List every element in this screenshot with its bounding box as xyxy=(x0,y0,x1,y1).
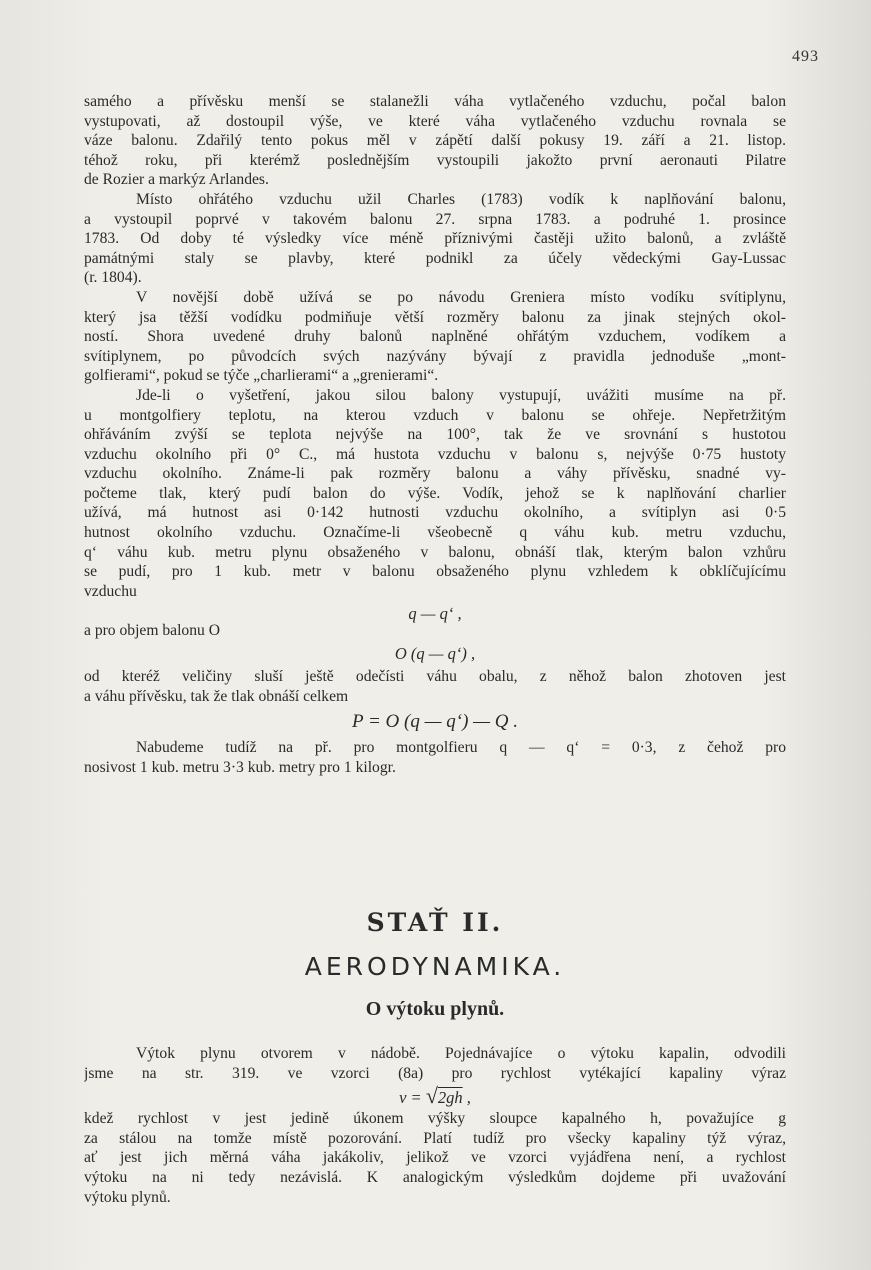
formula-velocity-arg: 2gh xyxy=(437,1088,463,1108)
text-line: téhož roku, při kterémž poslednějším vystoupili jakožto první aeronauti Pilatre xyxy=(84,151,786,169)
body-text-bottom xyxy=(84,1044,786,1207)
text-line: ností. Shora uvedené druhy balonů naplněné ohřátým vzduchem, vodíkem a xyxy=(84,328,786,346)
text-line: výtoku na ni tedy nezávislá. K analogickým výsledkům dojdeme při uvažování xyxy=(84,1168,786,1186)
text-line: počteme tlak, který pudí balon do výše. Vodík, jehož se k naplňování charlier xyxy=(84,484,786,502)
formula-volume: O (q — q‘) , xyxy=(394,644,476,664)
text-line: výtoku plynů. xyxy=(84,1188,171,1206)
text-line: V novější době užívá se po návodu Greniera místo vodíku svítiplynu, xyxy=(136,288,786,306)
text-line: vystupovati, až dostoupil výše, ve které váha vytlačeného vzduchu rovnala se xyxy=(84,112,786,130)
text-line: památnými staly se plavby, které podnikl za účely vědeckými Gay-Lussac xyxy=(84,249,786,267)
text-line: Výtok plynu otvorem v nádobě. Pojednávajíce o výtoku kapalin, odvodili xyxy=(136,1045,786,1062)
text-line: od kteréž veličiny sluší ještě odečísti váhu obalu, z něhož balon zhotoven jest xyxy=(84,668,786,686)
formula-q-diff: q — q‘ , xyxy=(408,604,462,624)
square-root-icon: √ xyxy=(425,1083,438,1109)
text-line: ohřáváním zvýší se teplota nejvýše na 100°, tak že ve srovnání s hustotou xyxy=(84,426,786,444)
text-line: q‘ váhu kub. metru plynu obsaženého v balonu, obnáší tlak, kterým balon vzhůru xyxy=(84,543,786,561)
text-line: užívá, má hutnost asi 0·142 hutnosti vzduchu okolního, a svítiplyn asi 0·5 xyxy=(84,504,786,522)
text-line: a váhu přívěsku, tak že tlak obnáší celkem xyxy=(84,687,349,705)
text-line: kdež rychlost v jest jedině úkonem výšky sloupce kapalného h, považujíce g xyxy=(84,1110,786,1128)
text-line: (r. 1804). xyxy=(84,269,142,287)
text-line: který jsa těžší vodídku podmiňuje větší rozměry balonu za jinak stejných okol- xyxy=(84,308,786,326)
body-text-top xyxy=(84,92,786,777)
text-line: Jde-li o vyšetření, jakou silou balony vystupují, uvážiti musíme na př. xyxy=(136,386,786,404)
text-line: vzduchu okolního. Známe-li pak rozměry balonu a váhy přívěsku, snadné vy- xyxy=(84,465,786,483)
text-line: váze balonu. Zdařilý tento pokus měl v zápětí další pokusy 19. září a 21. listop. xyxy=(84,132,786,150)
text-line: 1783. Od doby té výsledky více méně příznivými častěji užito balonů, a zvláště xyxy=(84,230,786,248)
text-line: de Rozier a markýz Arlandes. xyxy=(84,171,269,189)
text-line: Místo ohřátého vzduchu užil Charles (1783) vodík k naplňování balonu, xyxy=(136,190,786,208)
text-line: a pro objem balonu O xyxy=(84,622,220,640)
text-line: jsme na str. 319. ve vzorci (8a) pro rychlost vytékající kapaliny výraz xyxy=(84,1064,786,1082)
formula-velocity-left: v = xyxy=(399,1088,426,1108)
text-line: ať jest jich měrná váha jakákoliv, jelikož ve vzorci vyjádřena není, a rychlost xyxy=(84,1149,786,1167)
text-line: u montgolfiery teplotu, na kterou vzduch v balonu se ohřeje. Nepřetržitým xyxy=(84,406,786,424)
page-number: 493 xyxy=(792,48,819,65)
text-line: se pudí, pro 1 kub. metr v balonu obsaženého plynu vzhledem k obklíčujícímu xyxy=(84,563,786,581)
text-line: samého a přívěsku menší se stalanežli váha vytlačeného vzduchu, počal balon xyxy=(84,93,786,110)
formula-velocity xyxy=(84,1083,786,1109)
section-title: O výtoku plynů. xyxy=(365,998,505,1020)
text-line: a vystoupil poprvé v takovém balonu 27. srpna 1783. a podruhé 1. prosince xyxy=(84,210,786,228)
chapter-number: STAŤ II. xyxy=(366,908,504,937)
text-line: za stálou na tomže místě pozorování. Platí tudíž pro všecky kapaliny týž výraz, xyxy=(84,1129,786,1147)
text-line: svítiplynem, po původcích svých nazývány bývají z pravidla jednoduše „mont- xyxy=(84,347,786,365)
text-line: vzduchu xyxy=(84,582,137,600)
chapter-title: AERODYNAMIKA. xyxy=(304,952,566,981)
formula-velocity-end: , xyxy=(462,1088,471,1108)
text-line: golfierami“, pokud se týče „charlierami“ a „grenierami“. xyxy=(84,367,439,385)
formula-pressure: P = O (q — q‘) — Q . xyxy=(351,711,519,733)
text-line: vzduchu okolního při 0° C., má hustota vzduchu v balonu s, nejvýše 0·75 hustoty xyxy=(84,445,786,463)
text-line: Nabudeme tudíž na př. pro montgolfieru q — q‘ = 0·3, z čehož pro xyxy=(136,739,786,757)
text-line: hutnost okolního vzduchu. Označíme-li všeobecně q váhu kub. metru vzduchu, xyxy=(84,524,786,542)
text-line: nosivost 1 kub. metru 3·3 kub. metry pro 1 kilogr. xyxy=(84,758,396,776)
